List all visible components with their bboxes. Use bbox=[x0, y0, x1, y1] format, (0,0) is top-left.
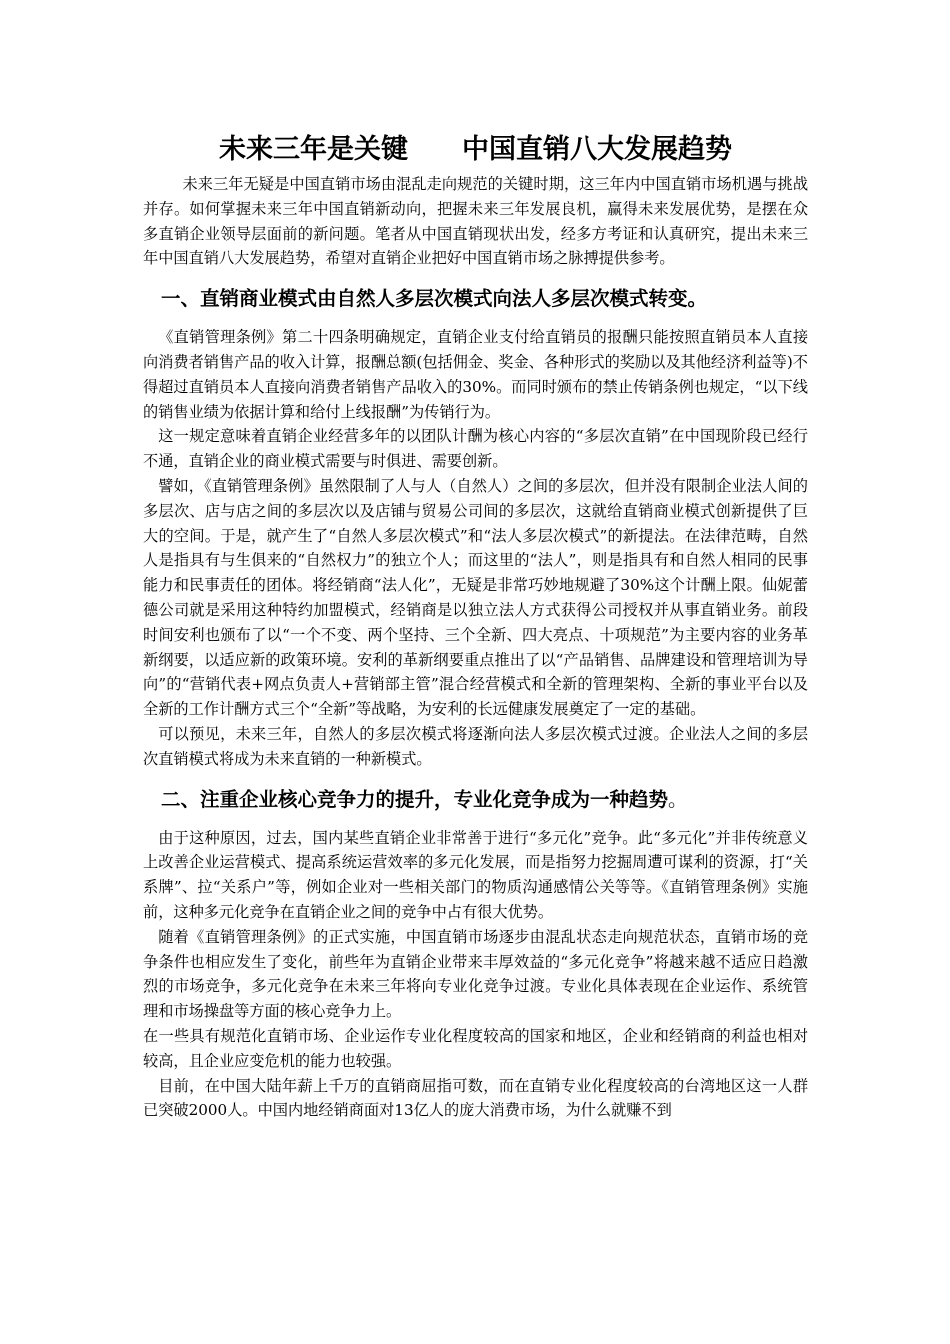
section-1-heading: 一、直销商业模式由自然人多层次模式向法人多层次模式转变。 bbox=[161, 287, 708, 311]
section-1-paragraph: 可以预见，未来三年，自然人的多层次模式将逐渐向法人多层次模式过渡。企业法人之间的多层次直销模式将成为未来直销的一种新模式。 bbox=[143, 724, 808, 768]
section-1-paragraph: 《直销管理条例》第二十四条明确规定，直销企业支付给直销员的报酬只能按照直销员本人直接向消费者销售产品的收入计算，报酬总额(包括佣金、奖金、各种形式的奖励以及其他经济利益等)不得超过直销员本人直接向消费者销售产品收入的30%。而同时颁布的禁止传销条例也规定，“以下线的销售业绩为依据计算和给付上线报酬”为传销行为。 bbox=[143, 328, 808, 421]
section-2-heading bbox=[161, 786, 808, 814]
section-1-paragraph: 譬如，《直销管理条例》虽然限制了人与人（自然人）之间的多层次，但并没有限制企业法人间的多层次、店与店之间的多层次以及店铺与贸易公司间的多层次，这就给直销商业模式创新提供了巨大的空间。于是，就产生了“自然人多层次模式”和“法人多层次模式”的新提法。在法律范畴，自然人是指具有与生俱来的“自然权力”的独立个人；而这里的“法人”，则是指具有和自然人相同的民事能力和民事责任的团体。将经销商“法人化”，无疑是非常巧妙地规避了30%这个计酬上限。仙妮蕾德公司就是采用这种特约加盟模式，经销商是以独立法人方式获得公司授权并从事直销业务。前段时间安利也颁布了以“一个不变、两个坚持、三个全新、四大亮点、十项规范”为主要内容的业务革新纲要，以适应新的政策环境。安利的革新纲要重点推出了以“产品销售、品牌建设和管理培训为导向”的“营销代表+网点负责人+营销部主管”混合经营模式和全新的管理架构、全新的事业平台以及全新的工作计酬方式三个“全新”等战略，为安利的长远健康发展奠定了一定的基础。 bbox=[143, 476, 808, 719]
document-title: 未来三年是关键 中国直销八大发展趋势 bbox=[219, 134, 732, 165]
section-2-paragraph: 随着《直销管理条例》的正式实施，中国直销市场逐步由混乱状态走向规范状态，直销市场的竞争条件也相应发生了变化，前些年为直销企业带来丰厚效益的“多元化竞争”将越来越不适应日趋激烈的市场竞争，多元化竞争在未来三年将向专业化竞争过渡。专业化具体表现在企业运作、系统管理和市场操盘等方面的核心竞争力上。 bbox=[143, 927, 808, 1021]
section-2-paragraph: 在一些具有规范化直销市场、企业运作专业化程度较高的国家和地区，企业和经销商的利益也相对较高，且企业应变危机的能力也较强。 bbox=[143, 1026, 808, 1070]
section-2-paragraph: 目前，在中国大陆年薪上千万的直销商屈指可数，而在直销专业化程度较高的台湾地区这一人群已突破2000人。中国内地经销商面对13亿人的庞大消费市场，为什么就赚不到 bbox=[143, 1076, 808, 1120]
document-page bbox=[143, 132, 808, 1123]
intro-paragraph: 未来三年无疑是中国直销市场由混乱走向规范的关键时期，这三年内中国直销市场机遇与挑战并存。如何掌握未来三年中国直销新动向，把握未来三年发展良机，赢得未来发展优势，是摆在众多直销企业领导层面前的新问题。笔者从中国直销现状出发，经多方考证和认真研究，提出未来三年中国直销八大发展趋势，希望对直销企业把好中国直销市场之脉搏提供参考。 bbox=[143, 175, 808, 268]
section-2-heading-tail: 。 bbox=[668, 787, 688, 811]
section-2-heading-text: 二、注重企业核心竞争力的提升，专业化竞争成为一种趋势 bbox=[161, 787, 669, 811]
section-2-paragraph: 由于这种原因，过去，国内某些直销企业非常善于进行“多元化”竞争。此“多元化”并非传统意义上改善企业运营模式、提高系统运营效率的多元化发展，而是指努力挖掘周遭可谋利的资源，打“关系牌”、拉“关系户”等，例如企业对一些相关部门的物质沟通感情公关等等。《直销管理条例》实施前，这种多元化竞争在直销企业之间的竞争中占有很大优势。 bbox=[143, 828, 808, 921]
section-1-paragraph: 这一规定意味着直销企业经营多年的以团队计酬为核心内容的“多层次直销”在中国现阶段已经行不通，直销企业的商业模式需要与时俱进、需要创新。 bbox=[143, 427, 808, 471]
